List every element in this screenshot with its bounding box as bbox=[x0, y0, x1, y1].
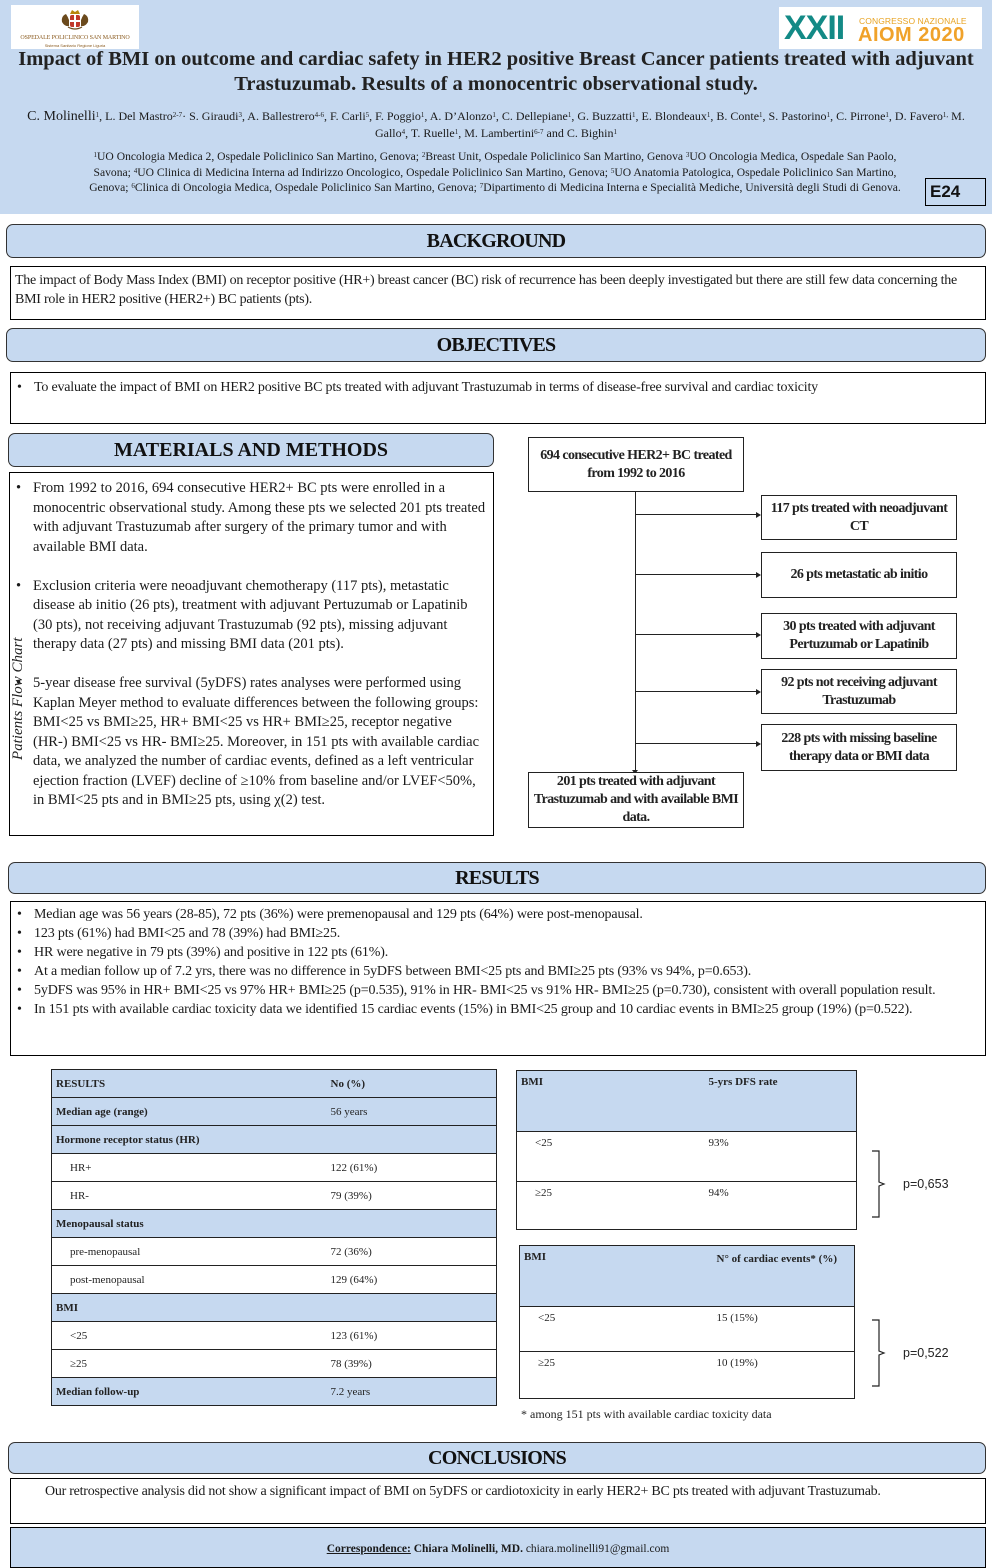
cardiac-events-table bbox=[519, 1245, 855, 1399]
table-cell: 123 (61%) bbox=[327, 1322, 497, 1350]
methods-item: • From 1992 to 2016, 694 consecutive HER2+ BC pts were enrolled in a monocentric observational study. Among these pts we selected 201 pts treated with adjuvant Trastuzumab after surgery of the primary tumor and with available BMI data. bbox=[14, 479, 489, 557]
author-affiliation-number: 4-6 bbox=[314, 111, 324, 119]
author bbox=[464, 126, 567, 140]
table-group-row bbox=[52, 1210, 497, 1238]
flowchart-label: Patients Flow Chart bbox=[10, 637, 26, 760]
methods-item: • Exclusion criteria were neoadjuvant chemotherapy (117 pts), metastatic disease ab initio (26 pts), treatment with adjuvant Pertuzumab or Lapatinib (30 pts), not receiving adjuvant Trastuzumab (92 pts), missing adjuvant therapy data (27 pts) and missing BMI data (201 pts). bbox=[14, 577, 489, 655]
flowchart-exclusion-box: 228 pts with missing baseline therapy data or BMI data bbox=[761, 724, 957, 771]
author-name: M. Lambertini bbox=[464, 126, 535, 140]
table-cell: pre-menopausal bbox=[52, 1238, 327, 1266]
author-separator: , bbox=[762, 109, 769, 123]
congress-label: CONGRESSO NAZIONALE bbox=[859, 16, 967, 26]
coat-of-arms-icon bbox=[59, 8, 91, 32]
affiliation-text: UO Oncologia Medica 2, Ospedale Policlinico San Martino, Genova; bbox=[97, 150, 422, 163]
table-cell: <25 bbox=[517, 1132, 705, 1182]
author-affiliation-number: 1 bbox=[454, 128, 459, 136]
author-affiliation-number: 1 bbox=[492, 111, 496, 119]
results-item: • At a median follow up of 7.2 yrs, there was no difference in 5yDFS between BMI<25 pts and BMI≥25 pts (93% vs 94%, p=0.653). bbox=[15, 962, 981, 981]
results-item: • Median age was 56 years (28-85), 72 pts (36%) were premenopausal and 129 pts (64%) were post-menopausal. bbox=[15, 905, 981, 924]
correspondence-name: Chiara Molinelli, MD. bbox=[413, 1543, 523, 1555]
author bbox=[567, 126, 617, 140]
author-name: D. Favero bbox=[894, 109, 943, 123]
author-separator: , bbox=[424, 109, 430, 123]
table-header-cell: BMI bbox=[520, 1246, 713, 1307]
flowchart-exclusion-box: 92 pts not receiving adjuvant Trastuzumab bbox=[761, 669, 957, 714]
hospital-subtitle: Sistema Sanitario Regione Liguria bbox=[44, 43, 106, 48]
author-separator: · bbox=[182, 109, 190, 123]
author-separator: , bbox=[369, 109, 376, 123]
poster-title-line1: Impact of BMI on outcome and cardiac safety in HER2 positive Breast Cancer patients treated with adjuvant bbox=[18, 48, 974, 70]
flowchart-branch-line bbox=[635, 514, 756, 515]
correspondence-bar bbox=[10, 1527, 986, 1568]
table-cell: 129 (64%) bbox=[327, 1266, 497, 1294]
author-name: B. Conte bbox=[716, 109, 760, 123]
author-separator: , bbox=[99, 109, 106, 123]
author-affiliation-number: 1 bbox=[826, 111, 831, 119]
objectives-heading: OBJECTIVES bbox=[6, 328, 986, 362]
author-name: A. Ballestrero bbox=[247, 109, 315, 123]
right-brace-icon bbox=[870, 1319, 890, 1387]
author-affiliation-number: 1 bbox=[759, 111, 763, 119]
congress-logo bbox=[779, 7, 982, 49]
table-cell bbox=[327, 1294, 497, 1322]
author-affiliation-number: 3 bbox=[238, 111, 242, 119]
table-cell: Hormone receptor status (HR) bbox=[52, 1126, 327, 1154]
author-affiliation-number: 4 bbox=[401, 128, 406, 136]
author-affiliation-number: 1, bbox=[942, 111, 949, 119]
flowchart-trunk-line bbox=[635, 492, 636, 770]
table-row bbox=[52, 1322, 497, 1350]
results-heading: RESULTS bbox=[8, 862, 986, 894]
author-name: A. D’Alonzo bbox=[429, 109, 493, 123]
objective-item: • To evaluate the impact of BMI on HER2 positive BC pts treated with adjuvant Trastuzumab in terms of disease-free survival and cardiac toxicity bbox=[15, 378, 981, 397]
dfs-table bbox=[516, 1070, 857, 1230]
author bbox=[769, 109, 837, 123]
table-cell: HR- bbox=[52, 1182, 327, 1210]
results-item: • 5yDFS was 95% in HR+ BMI<25 vs 97% HR+ BMI≥25 (p=0.535), 91% in HR- BMI<25 vs 91% HR- BMI≥25 (p=0.730), consistent with overall population result. bbox=[15, 981, 981, 1000]
flowchart-branch-line bbox=[635, 574, 756, 575]
author bbox=[411, 126, 464, 140]
table-cell: <25 bbox=[52, 1322, 327, 1350]
author-name: C. Bighin bbox=[566, 126, 614, 140]
cardiac-footnote: * among 151 pts with available cardiac toxicity data bbox=[521, 1407, 772, 1421]
author-name: T. Ruelle bbox=[410, 126, 455, 140]
affiliation-number: 1 bbox=[93, 151, 98, 159]
methods-box bbox=[9, 472, 494, 836]
results-item: • HR were negative in 79 pts (39%) and positive in 122 pts (61%). bbox=[15, 943, 981, 962]
objectives-box bbox=[10, 372, 986, 424]
author-affiliation-number: 1 bbox=[632, 111, 636, 119]
affiliation-number: 4 bbox=[133, 166, 138, 175]
affiliation-number: 3 bbox=[685, 151, 690, 159]
table-cell: 78 (39%) bbox=[327, 1350, 497, 1378]
table-cell: ≥25 bbox=[517, 1182, 705, 1230]
dfs-p-value: p=0,653 bbox=[903, 1177, 949, 1191]
author-affiliation-number: 1 bbox=[885, 111, 889, 119]
affiliation-text: UO Anatomia Patologica, Ospedale Policlinico San Martino, Genova; bbox=[89, 165, 897, 195]
affiliation-text: UO Oncologia Medica, Ospedale San Paolo, Savona; bbox=[93, 150, 897, 179]
hospital-logo bbox=[11, 5, 139, 49]
poster-header bbox=[0, 0, 992, 214]
author-name: F. Carli bbox=[329, 109, 366, 123]
results-box bbox=[10, 901, 986, 1056]
table-group-row bbox=[52, 1098, 497, 1126]
affiliation-text: Clinica di Oncologia Medica, Ospedale Policlinico San Martino, Genova; bbox=[134, 181, 480, 195]
author-separator: and bbox=[543, 126, 567, 140]
author-affiliation-number: 1 bbox=[567, 111, 572, 119]
author-separator: , bbox=[571, 109, 578, 123]
author-name: F. Poggio bbox=[375, 109, 421, 123]
author-name: E. Blondeaux bbox=[641, 109, 707, 123]
right-brace-icon bbox=[870, 1150, 890, 1218]
author-separator: , bbox=[888, 109, 895, 123]
affiliation-number: 2 bbox=[421, 151, 426, 159]
affiliation-text: Breast Unit, Ospedale Policlinico San Martino, Genova bbox=[425, 150, 686, 163]
author-name: M. Gallo bbox=[374, 109, 965, 140]
flowchart-branch-line bbox=[635, 743, 756, 744]
author bbox=[189, 109, 247, 123]
methods-heading: MATERIALS AND METHODS bbox=[8, 433, 494, 467]
table-group-row bbox=[52, 1294, 497, 1322]
author-affiliation-number: 1 bbox=[420, 111, 425, 119]
author bbox=[375, 109, 430, 123]
table-header-cell: BMI bbox=[517, 1071, 705, 1132]
poster-title bbox=[0, 47, 992, 97]
author-name: S. Giraudi bbox=[189, 109, 239, 123]
hospital-name: OSPEDALE POLICLINICO SAN MARTINO bbox=[20, 35, 130, 41]
table-cell: Median follow-up bbox=[52, 1378, 327, 1406]
author-name: S. Pastorino bbox=[768, 109, 827, 123]
poster-code-badge: E24 bbox=[925, 178, 986, 206]
poster-title-line2: Trastuzumab. Results of a monocentric observational study. bbox=[234, 73, 758, 95]
table-cell: 15 (15%) bbox=[713, 1307, 855, 1352]
table-cell: post-menopausal bbox=[52, 1266, 327, 1294]
correspondence-email[interactable]: chiara.molinelli91@gmail.com bbox=[525, 1543, 670, 1555]
author-separator: , bbox=[495, 109, 502, 123]
table-row bbox=[52, 1266, 497, 1294]
table-cell: ≥25 bbox=[520, 1352, 713, 1399]
affiliation-text: Dipartimento di Medicina Interna e Specialità Mediche, Università degli Studi di Genova. bbox=[483, 181, 901, 195]
author-affiliation-number: 1 bbox=[706, 111, 711, 119]
author bbox=[836, 109, 895, 123]
flowchart-exclusion-box: 26 pts metastatic ab initio bbox=[761, 552, 957, 598]
table-cell: 94% bbox=[705, 1182, 857, 1230]
congress-number: XXII bbox=[784, 9, 845, 47]
table-header-row bbox=[52, 1070, 497, 1098]
table-header-cell: RESULTS bbox=[52, 1070, 327, 1098]
table-cell: Menopausal status bbox=[52, 1210, 327, 1238]
flowchart-branch-line bbox=[635, 634, 756, 635]
author bbox=[430, 109, 502, 123]
author-affiliation-number: 6-7 bbox=[534, 128, 544, 136]
author-separator: , bbox=[323, 109, 330, 123]
author-name: L. Del Mastro bbox=[105, 109, 173, 123]
author bbox=[642, 109, 717, 123]
results-summary-table bbox=[51, 1069, 497, 1406]
table-row bbox=[52, 1238, 497, 1266]
table-cell: HR+ bbox=[52, 1154, 327, 1182]
affiliation bbox=[480, 181, 901, 194]
author-list bbox=[0, 108, 992, 141]
author-affiliation-number: 1 bbox=[95, 111, 100, 119]
affiliation bbox=[94, 150, 422, 163]
flowchart-exclusion-box: 30 pts treated with adjuvant Pertuzumab or Lapatinib bbox=[761, 613, 957, 659]
author-separator: , bbox=[710, 109, 717, 123]
author-name: C. Pirrone bbox=[836, 109, 886, 123]
author-name: C. Molinelli bbox=[27, 109, 96, 124]
author bbox=[247, 109, 330, 123]
table-row bbox=[520, 1307, 855, 1352]
affiliation-text: UO Clinica di Medicina Interna ad Indirizzo Oncologico, Ospedale Policlinico San Martino, Genova; bbox=[137, 165, 611, 179]
flowchart-exclusion-box: 117 pts treated with neoadjuvant CT bbox=[761, 495, 957, 540]
table-cell: 122 (61%) bbox=[327, 1154, 497, 1182]
table-cell: 93% bbox=[705, 1132, 857, 1182]
author-affiliation-number: 1 bbox=[613, 128, 618, 136]
author bbox=[27, 109, 105, 123]
flowchart-branch-line bbox=[635, 691, 756, 692]
table-cell: Median age (range) bbox=[52, 1098, 327, 1126]
author-separator: , bbox=[830, 109, 837, 123]
table-cell: 56 years bbox=[327, 1098, 497, 1126]
table-group-row bbox=[52, 1126, 497, 1154]
results-item: • In 151 pts with available cardiac toxicity data we identified 15 cardiac events (15%) in BMI<25 group and 10 cardiac events in BMI≥25 group (19%) (p=0.522). bbox=[15, 1000, 981, 1019]
author-affiliation-number: 2-7 bbox=[172, 111, 183, 119]
conclusions-heading: CONCLUSIONS bbox=[8, 1442, 986, 1474]
table-cell: 10 (19%) bbox=[713, 1352, 855, 1399]
affiliation-number: 5 bbox=[610, 166, 615, 175]
author bbox=[330, 109, 375, 123]
author-name: G. Buzzatti bbox=[577, 109, 633, 123]
congress-name: AIOM 2020 bbox=[858, 24, 965, 46]
table-cell: 7.2 years bbox=[327, 1378, 497, 1406]
affiliations bbox=[80, 149, 910, 196]
table-header-row bbox=[520, 1246, 855, 1307]
author-separator: , bbox=[405, 126, 411, 140]
table-row bbox=[517, 1132, 857, 1182]
table-header-cell: No (%) bbox=[327, 1070, 497, 1098]
table-cell: ≥25 bbox=[52, 1350, 327, 1378]
affiliation-number: 7 bbox=[479, 182, 484, 191]
flowchart-start-box: 694 consecutive HER2+ BC treated from 1992 to 2016 bbox=[528, 437, 744, 492]
author-separator: , bbox=[241, 109, 248, 123]
author bbox=[502, 109, 577, 123]
methods-item: • 5-year disease free survival (5yDFS) rates analyses were performed using Kaplan Meyer method to evaluate differences between the following groups: BMI<25 vs BMI≥25, HR+ BMI<25 vs HR+ BMI≥25, receptor negative (HR-) BMI<25 vs HR- BMI≥25. Moreover, in 151 pts with available cardiac data, we analyzed the number of cardiac events, defined as a left ventricular ejection fraction (LVEF) decline of ≥10% from baseline and/or LVEF<50%, in BMI<25 pts and in BMI≥25 pts, using χ(2) test. bbox=[14, 674, 489, 811]
table-header-cell: 5-yrs DFS rate bbox=[705, 1071, 857, 1132]
table-row bbox=[52, 1182, 497, 1210]
cardiac-p-value: p=0,522 bbox=[903, 1346, 949, 1360]
affiliation bbox=[131, 181, 479, 194]
author-name: C. Dellepiane bbox=[501, 109, 568, 123]
author bbox=[895, 109, 951, 123]
author-separator: , bbox=[458, 126, 465, 140]
table-header-cell: N° of cardiac events* (%) bbox=[713, 1246, 855, 1307]
table-row bbox=[520, 1352, 855, 1399]
affiliation bbox=[134, 166, 611, 179]
table-row bbox=[52, 1154, 497, 1182]
table-cell bbox=[327, 1126, 497, 1154]
table-cell: <25 bbox=[520, 1307, 713, 1352]
author-affiliation-number: 5 bbox=[365, 111, 370, 119]
flowchart-end-box: 201 pts treated with adjuvant Trastuzumab and with available BMI data. bbox=[528, 772, 744, 828]
table-group-row bbox=[52, 1378, 497, 1406]
table-row bbox=[517, 1182, 857, 1230]
background-heading: BACKGROUND bbox=[6, 224, 986, 258]
affiliation bbox=[422, 150, 686, 163]
author-separator: , bbox=[635, 109, 642, 123]
author bbox=[716, 109, 768, 123]
table-cell: BMI bbox=[52, 1294, 327, 1322]
results-item: • 123 pts (61%) had BMI<25 and 78 (39%) had BMI≥25. bbox=[15, 924, 981, 943]
table-cell: 79 (39%) bbox=[327, 1182, 497, 1210]
correspondence-label: Correspondence: Chiara Molinelli, MD. bbox=[326, 1543, 523, 1555]
table-header-row bbox=[517, 1071, 857, 1132]
conclusions-text: Our retrospective analysis did not show a significant impact of BMI on 5yDFS or cardiotoxicity in early HER2+ BC pts treated with adjuvant Trastuzumab. bbox=[10, 1478, 986, 1524]
author bbox=[105, 109, 189, 123]
table-cell: 72 (36%) bbox=[327, 1238, 497, 1266]
table-cell bbox=[327, 1210, 497, 1238]
affiliation-number: 6 bbox=[131, 182, 135, 191]
author bbox=[577, 109, 641, 123]
table-row bbox=[52, 1350, 497, 1378]
background-text: The impact of Body Mass Index (BMI) on receptor positive (HR+) breast cancer (BC) risk of recurrence has been deeply investigated but there are still few data concerning the BMI role in HER2 positive (HER2+) BC patients (pts). bbox=[10, 266, 986, 320]
